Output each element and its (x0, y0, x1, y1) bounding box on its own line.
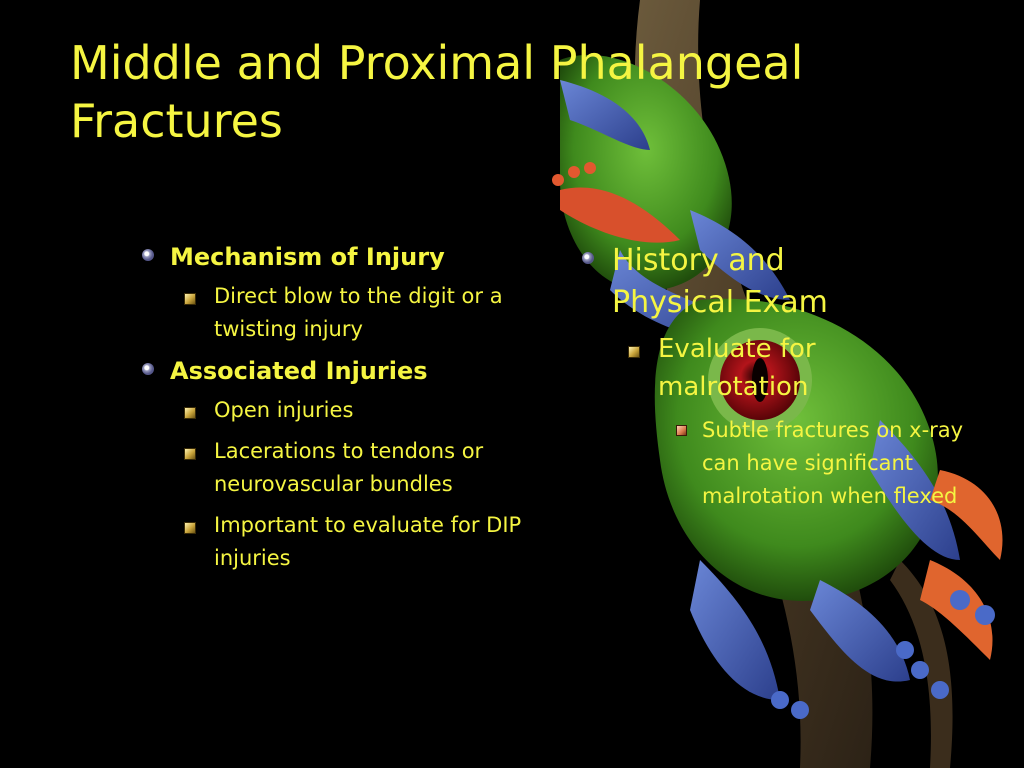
bullet-icon (142, 249, 154, 261)
list-item-text: Evaluate for malrotation (658, 334, 816, 402)
bullet-icon (142, 363, 154, 375)
bullet-icon (184, 407, 196, 419)
right-column (578, 240, 978, 513)
bullet-icon (676, 425, 687, 436)
list-item-text: Subtle fractures on x-ray can have significant malrotation when flexed (702, 418, 964, 508)
list-item (578, 240, 978, 324)
list-item (128, 240, 538, 274)
left-column (128, 240, 538, 583)
list-item (578, 330, 978, 406)
bullet-icon (628, 346, 640, 358)
bullet-icon (184, 522, 196, 534)
list-item (128, 435, 538, 501)
section-heading-mechanism: Mechanism of Injury (170, 243, 445, 271)
section-heading-history: History and Physical Exam (612, 243, 828, 320)
slide-title: Middle and Proximal Phalangeal Fractures (70, 36, 804, 148)
list-item-text: Important to evaluate for DIP injuries (214, 513, 522, 570)
bullet-icon (184, 293, 196, 305)
list-item (128, 280, 538, 346)
list-item (578, 414, 978, 513)
list-item-text: Direct blow to the digit or a twisting injury (214, 284, 503, 341)
list-item (128, 394, 538, 427)
list-item-text: Open injuries (214, 398, 354, 422)
bullet-icon (582, 252, 594, 264)
list-item-text: Lacerations to tendons or neurovascular bundles (214, 439, 484, 496)
list-item (128, 354, 538, 388)
list-item (128, 509, 538, 575)
bullet-icon (184, 448, 196, 460)
section-heading-associated: Associated Injuries (170, 357, 428, 385)
